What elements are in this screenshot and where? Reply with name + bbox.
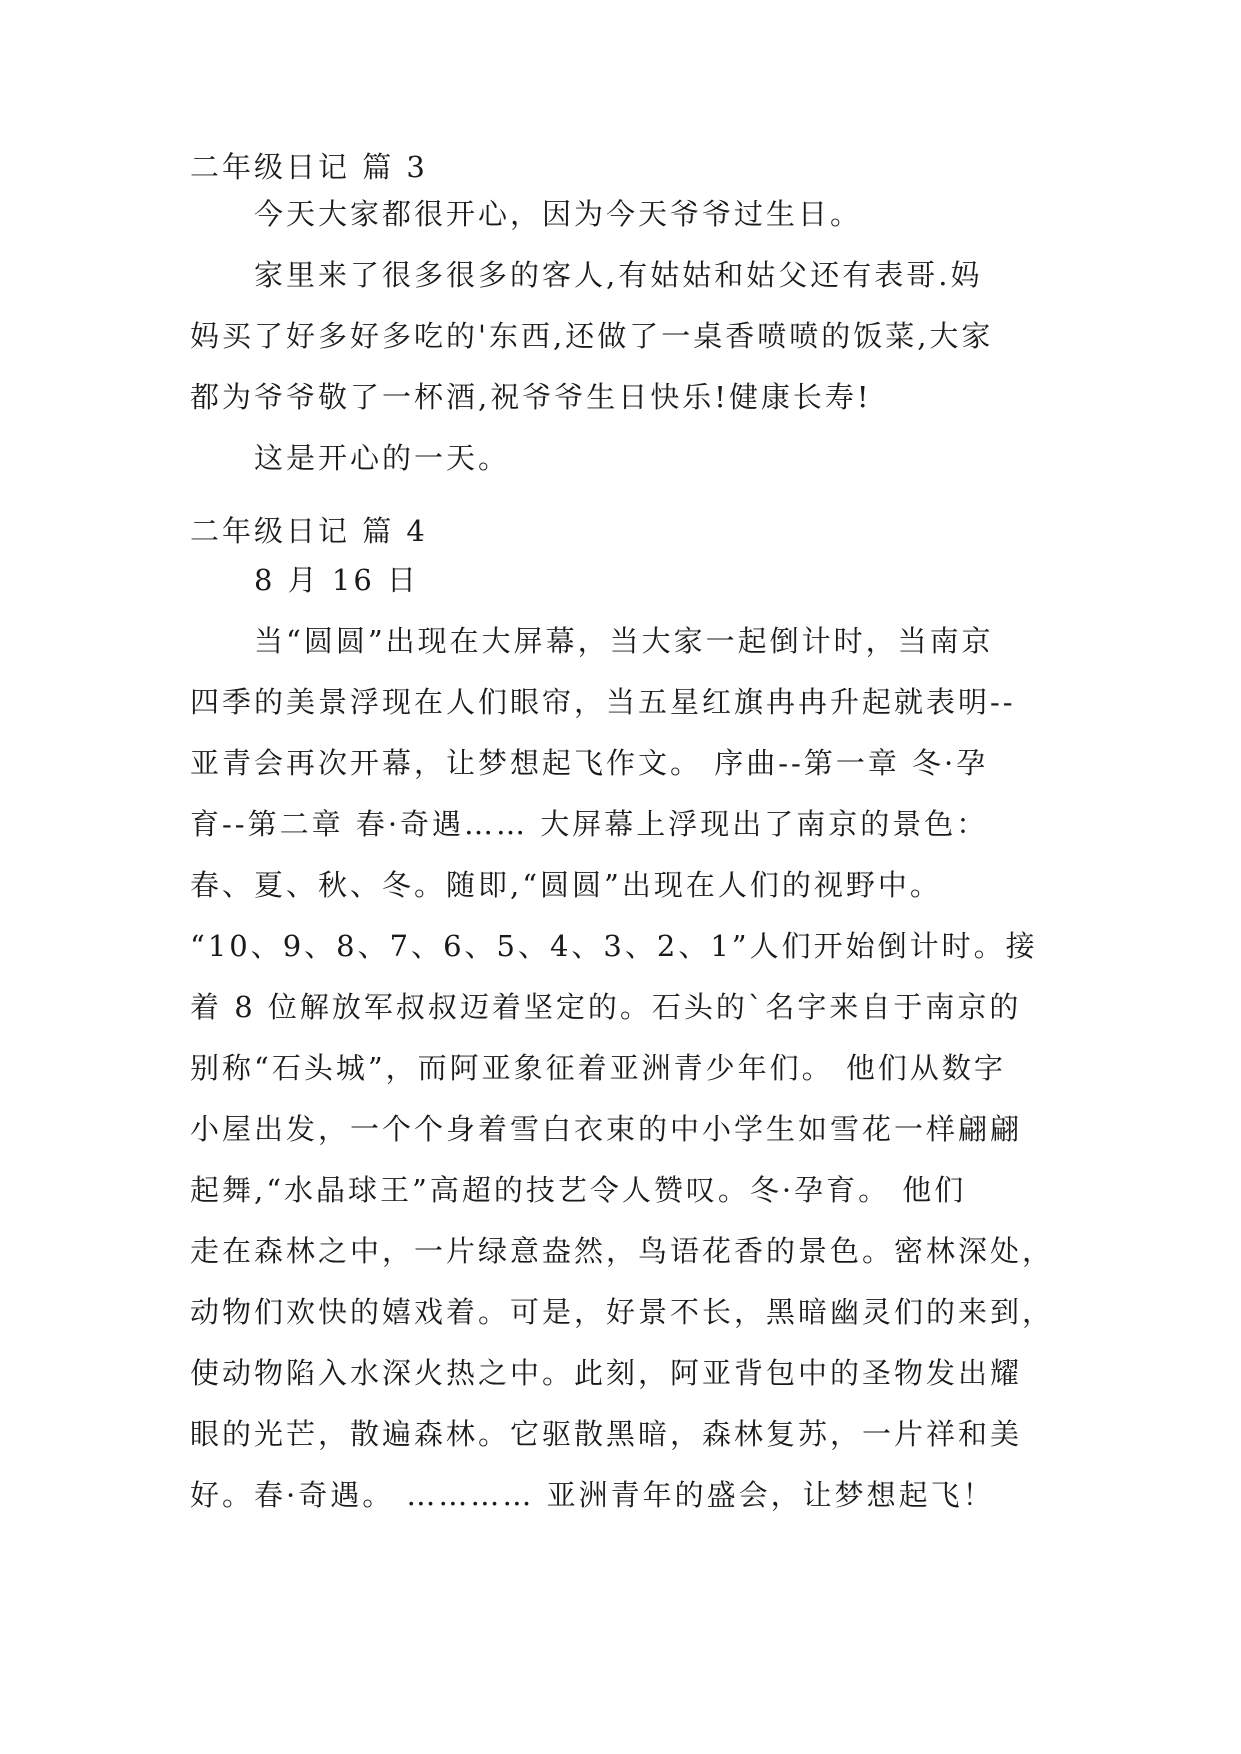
section3-title: 二年级日记 篇 3 [190, 150, 428, 184]
section3-paragraph-2-line-3: 都为爷爷敬了一杯酒,祝爷爷生日快乐!健康长寿! [190, 380, 872, 414]
section4-line: 育--第二章 春·奇遇…… 大屏幕上浮现出了南京的景色： [190, 807, 989, 841]
section4-line: 小屋出发，一个个身着雪白衣束的中小学生如雪花一样翩翩 [190, 1112, 1023, 1146]
section4-line: 当“圆圆”出现在大屏幕，当大家一起倒计时，当南京 [254, 624, 994, 658]
section4-line: 四季的美景浮现在人们眼帘，当五星红旗冉冉升起就表明-- [190, 685, 1016, 719]
section4-line: 眼的光芒，散遍森林。它驱散黑暗，森林复苏，一片祥和美 [190, 1417, 1023, 1451]
section4-line: “10、9、8、7、6、5、4、3、2、1”人们开始倒计时。接 [190, 929, 1038, 963]
section4-line: 使动物陷入水深火热之中。此刻，阿亚背包中的圣物发出耀 [190, 1356, 1023, 1390]
section4-line: 动物们欢快的嬉戏着。可是，好景不长，黑暗幽灵们的来到， [190, 1295, 1055, 1329]
section4-line: 好。春·奇遇。 ………… 亚洲青年的盛会，让梦想起飞！ [190, 1478, 995, 1512]
section3-body [190, 191, 1060, 481]
section4-line: 起舞,“水晶球王”高超的技艺令人赞叹。冬·孕育。 他们 [190, 1173, 967, 1207]
section3-paragraph-2-line-1: 家里来了很多很多的客人,有姑姑和姑父还有表哥.妈 [254, 258, 983, 292]
section4-line: 走在森林之中，一片绿意盎然，鸟语花香的景色。密林深处， [190, 1234, 1055, 1268]
section3-paragraph-3: 这是开心的一天。 [254, 441, 511, 475]
section4-line: 亚青会再次开幕，让梦想起飞作文。 序曲--第一章 冬·孕 [190, 746, 989, 780]
section3-paragraph-1: 今天大家都很开心，因为今天爷爷过生日。 [254, 197, 863, 231]
section4-title: 二年级日记 篇 4 [190, 514, 428, 548]
section4-line: 别称“石头城”，而阿亚象征着亚洲青少年们。 他们从数字 [190, 1051, 1006, 1085]
section4-body [190, 557, 1060, 1518]
section4-line: 春、夏、秋、冬。随即,“圆圆”出现在人们的视野中。 [190, 868, 942, 902]
section4-line: 着 8 位解放军叔叔迈着坚定的。石头的`名字来自于南京的 [190, 990, 1022, 1024]
section4-date: 8 月 16 日 [254, 563, 420, 597]
section3-paragraph-2-line-2: 妈买了好多好多吃的'东西,还做了一桌香喷喷的饭菜,大家 [190, 319, 994, 353]
